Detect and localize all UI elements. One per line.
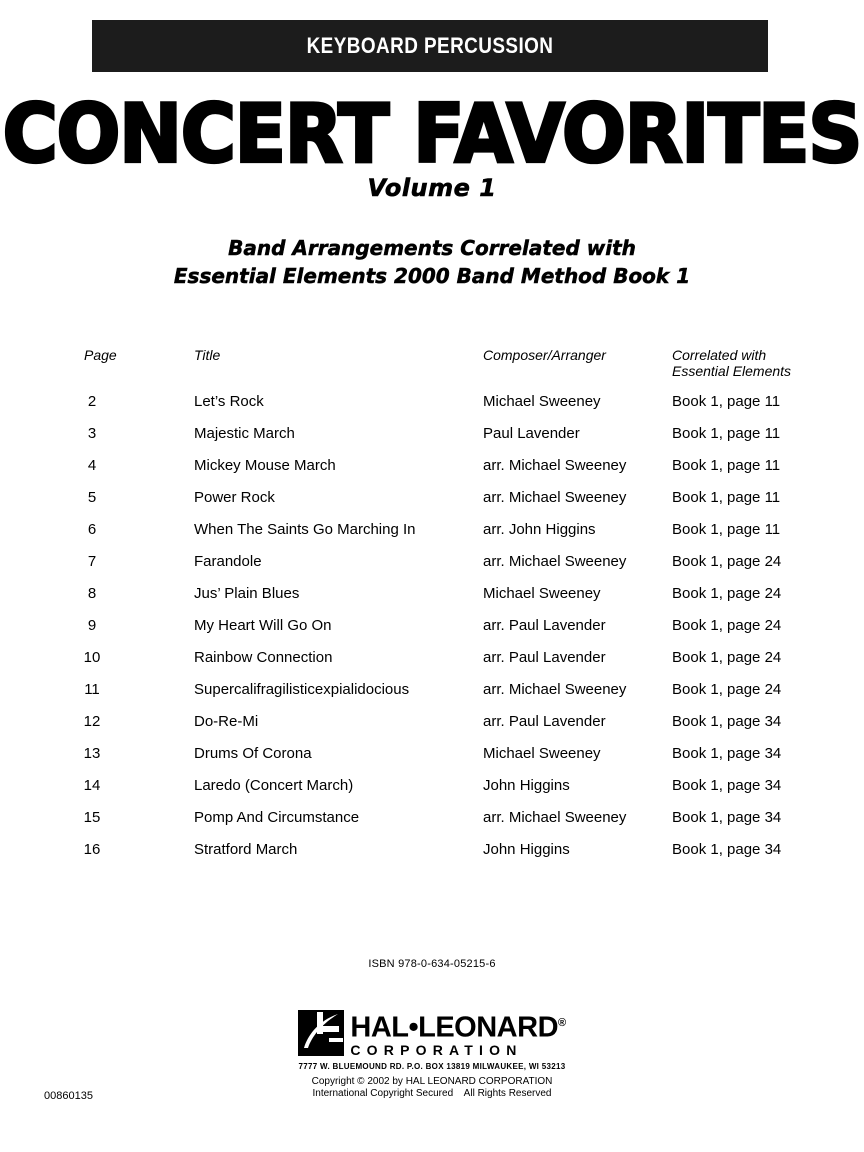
table-row — [0, 425, 864, 457]
page-title: CONCERT FAVORITES — [2, 86, 862, 181]
cell-title: Do-Re-Mi — [194, 713, 259, 730]
cell-correlated: Book 1, page 24 — [672, 649, 782, 666]
cell-page: 10 — [83, 649, 101, 666]
cell-correlated: Book 1, page 34 — [672, 745, 782, 762]
publisher-subtitle: CORPORATION — [350, 1041, 523, 1058]
copyright-line-2: International Copyright Secured All Rights Reserved — [312, 1088, 552, 1099]
cell-correlated: Book 1, page 24 — [672, 617, 782, 634]
cell-correlated: Book 1, page 24 — [672, 553, 782, 570]
cell-page: 3 — [87, 425, 97, 442]
table-row — [0, 393, 864, 425]
cell-title: Majestic March — [194, 425, 295, 442]
catalog-number: 00860135 — [44, 1090, 93, 1102]
cell-page: 13 — [83, 745, 101, 762]
subtitle — [0, 234, 864, 290]
cell-title: Laredo (Concert March) — [194, 777, 354, 794]
cell-title: Power Rock — [194, 489, 275, 506]
cell-page: 9 — [87, 617, 97, 634]
cell-page: 2 — [87, 393, 97, 410]
cell-composer: John Higgins — [483, 841, 570, 858]
cell-page: 8 — [87, 585, 97, 602]
cell-title: My Heart Will Go On — [194, 617, 332, 634]
registered-mark: ® — [558, 1017, 566, 1029]
cell-page: 7 — [87, 553, 97, 570]
cell-correlated: Book 1, page 11 — [672, 393, 781, 410]
cell-title: Pomp And Circumstance — [194, 809, 360, 826]
cell-correlated: Book 1, page 11 — [672, 457, 781, 474]
cell-title: Supercalifragilisticexpialidocious — [194, 681, 410, 698]
cell-correlated: Book 1, page 11 — [672, 521, 781, 538]
cell-correlated: Book 1, page 11 — [672, 489, 781, 506]
cell-composer: Michael Sweeney — [483, 745, 601, 762]
cell-composer: John Higgins — [483, 777, 570, 794]
cell-composer: arr. Michael Sweeney — [483, 681, 627, 698]
cell-composer: arr. John Higgins — [483, 521, 596, 538]
table-row — [0, 521, 864, 553]
instrument-banner — [92, 20, 768, 72]
cell-correlated: Book 1, page 24 — [672, 681, 782, 698]
table-row — [0, 457, 864, 489]
cell-page: 14 — [83, 777, 101, 794]
cell-title: When The Saints Go Marching In — [194, 521, 416, 538]
cell-composer: arr. Michael Sweeney — [483, 457, 627, 474]
cell-composer: arr. Paul Lavender — [483, 617, 606, 634]
cell-correlated: Book 1, page 34 — [672, 713, 782, 730]
column-header-correlated-line-1: Correlated with — [672, 347, 767, 363]
table-row — [0, 681, 864, 713]
cell-composer: Michael Sweeney — [483, 585, 601, 602]
volume-label: Volume 1 — [367, 174, 497, 202]
cell-page: 16 — [83, 841, 101, 858]
cell-correlated: Book 1, page 34 — [672, 809, 782, 826]
publisher-name: HAL•LEONARD® — [350, 1011, 566, 1044]
subtitle-line-1: Band Arrangements Correlated with — [228, 236, 636, 260]
copyright-block — [0, 1076, 864, 1100]
cell-title: Jus’ Plain Blues — [194, 585, 300, 602]
table-row — [0, 649, 864, 681]
table-row — [0, 745, 864, 777]
cell-correlated: Book 1, page 34 — [672, 841, 782, 858]
cell-page: 11 — [84, 681, 100, 698]
cell-composer: arr. Paul Lavender — [483, 713, 606, 730]
column-header-correlated — [672, 347, 791, 379]
cell-page: 5 — [87, 489, 97, 506]
table-row — [0, 585, 864, 617]
table-row — [0, 617, 864, 649]
cell-composer: arr. Michael Sweeney — [483, 489, 627, 506]
cell-title: Stratford March — [194, 841, 298, 858]
column-header-page: Page — [84, 347, 117, 363]
cell-page: 6 — [87, 521, 97, 538]
cell-composer: Paul Lavender — [483, 425, 580, 442]
table-row — [0, 777, 864, 809]
publisher-address: 7777 W. BLUEMOUND RD. P.O. BOX 13819 MILWAUKEE, WI 53213 — [298, 1062, 566, 1071]
cell-correlated: Book 1, page 11 — [672, 425, 781, 442]
cell-title: Drums Of Corona — [194, 745, 312, 762]
table-row — [0, 489, 864, 521]
cell-title: Rainbow Connection — [194, 649, 333, 666]
column-header-composer: Composer/Arranger — [483, 347, 606, 363]
cell-composer: Michael Sweeney — [483, 393, 601, 410]
isbn-text: ISBN 978-0-634-05215-6 — [368, 958, 496, 970]
contents-table — [0, 347, 864, 873]
table-row — [0, 553, 864, 585]
copyright-line-1: Copyright © 2002 by HAL LEONARD CORPORATION — [311, 1076, 553, 1087]
cell-correlated: Book 1, page 34 — [672, 777, 782, 794]
cell-page: 15 — [83, 809, 101, 826]
cell-composer: arr. Paul Lavender — [483, 649, 606, 666]
cell-title: Farandole — [194, 553, 262, 570]
table-row — [0, 809, 864, 841]
cell-title: Mickey Mouse March — [194, 457, 336, 474]
table-header-row — [0, 347, 864, 393]
cell-composer: arr. Michael Sweeney — [483, 809, 627, 826]
column-header-title: Title — [194, 347, 221, 363]
table-row — [0, 841, 864, 873]
cell-page: 12 — [83, 713, 101, 730]
cell-page: 4 — [87, 457, 97, 474]
column-header-correlated-line-2: Essential Elements — [672, 363, 792, 379]
publisher-logo — [0, 1008, 864, 1062]
cell-title: Let’s Rock — [194, 393, 264, 410]
instrument-banner-label: KEYBOARD PERCUSSION — [306, 33, 554, 58]
table-row — [0, 713, 864, 745]
subtitle-line-2: Essential Elements 2000 Band Method Book 1 — [173, 264, 691, 288]
hal-leonard-mark-icon — [298, 1010, 344, 1056]
cell-correlated: Book 1, page 24 — [672, 585, 782, 602]
cell-composer: arr. Michael Sweeney — [483, 553, 627, 570]
